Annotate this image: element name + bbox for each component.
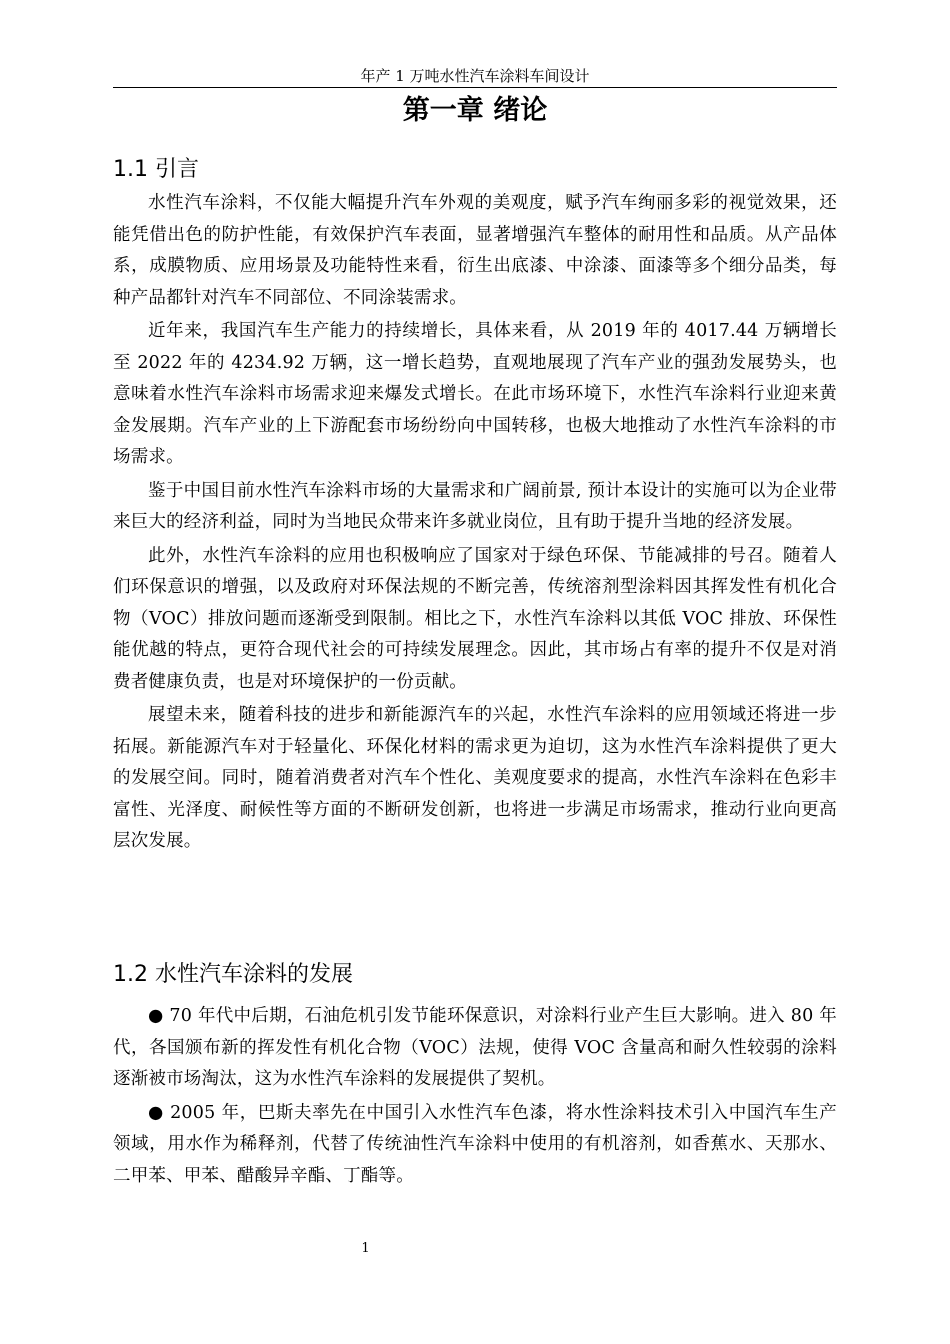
bullet-dot-icon: ● xyxy=(148,1006,164,1026)
page-number: 1 xyxy=(361,1241,370,1256)
section-body-introduction xyxy=(113,188,837,860)
section-body-development xyxy=(113,1001,837,1194)
bullet-dot-icon: ● xyxy=(148,1102,164,1123)
bullet-item xyxy=(113,1001,837,1096)
bullet-text: 2005 年，巴斯夫率先在中国引入水性汽车色漆，将水性涂料技术引入中国汽车生产领域，用水作为稀释剂，代替了传统油性汽车涂料中使用的有机溶剂，如香蕉水、天那水、二甲苯、甲苯、醋酸异辛酯、丁酯等。 xyxy=(113,1102,837,1186)
paragraph: 此外，水性汽车涂料的应用也积极响应了国家对于绿色环保、节能减排的号召。随着人们环保意识的增强，以及政府对环保法规的不断完善，传统溶剂型涂料因其挥发性有机化合物（VOC）排放问题而逐渐受到限制。相比之下，水性汽车涂料以其低 VOC 排放、环保性能优越的特点，更符合现代社会的可持续发展理念。因此，其市场占有率的提升不仅是对消费者健康负责，也是对环境保护的一份贡献。 xyxy=(113,545,837,692)
header-rule xyxy=(113,87,837,88)
section-heading-introduction: 1.1 引言 xyxy=(113,157,199,182)
paragraph: 近年来，我国汽车生产能力的持续增长，具体来看，从 2019 年的 4017.44 万辆增长至 2022 年的 4234.92 万辆，这一增长趋势，直观地展现了汽车产业的强劲发展势头，也意味着水性汽车涂料市场需求迎来爆发式增长。在此市场环境下，水性汽车涂料行业迎来黄金发展期。汽车产业的上下游配套市场纷纷向中国转移，也极大地推动了水性汽车涂料的市场需求。 xyxy=(113,321,837,467)
paragraph: 展望未来，随着科技的进步和新能源汽车的兴起，水性汽车涂料的应用领域还将进一步拓展。新能源汽车对于轻量化、环保化材料的需求更为迫切，这为水性汽车涂料提供了更大的发展空间。同时，随着消费者对汽车个性化、美观度要求的提高，水性汽车涂料在色彩丰富性、光泽度、耐候性等方面的不断研发创新，也将进一步满足市场需求，推动行业向更高层次发展。 xyxy=(113,705,837,851)
running-header: 年产 1 万吨水性汽车涂料车间设计 xyxy=(360,67,590,85)
section-heading-development: 1.2 水性汽车涂料的发展 xyxy=(113,962,353,987)
chapter-title: 第一章 绪论 xyxy=(402,95,548,126)
paragraph: 水性汽车涂料，不仅能大幅提升汽车外观的美观度，赋予汽车绚丽多彩的视觉效果，还能凭借出色的防护性能，有效保护汽车表面，显著增强汽车整体的耐用性和品质。从产品体系，成膜物质、应用场景及功能特性来看，衍生出底漆、中涂漆、面漆等多个细分品类，每种产品都针对汽车不同部位、不同涂装需求。 xyxy=(113,193,837,308)
bullet-text: 70 年代中后期，石油危机引发节能环保意识，对涂料行业产生巨大影响。进入 80 年代，各国颁布新的挥发性有机化合物（VOC）法规，使得 VOC 含量高和耐久性较弱的涂料逐渐被市场淘汰，这为水性汽车涂料的发展提供了契机。 xyxy=(113,1006,837,1089)
paragraph: 鉴于中国目前水性汽车涂料市场的大量需求和广阔前景, 预计本设计的实施可以为企业带来巨大的经济利益，同时为当地民众带来许多就业岗位，且有助于提升当地的经济发展。 xyxy=(113,480,837,532)
bullet-item xyxy=(113,1098,837,1193)
